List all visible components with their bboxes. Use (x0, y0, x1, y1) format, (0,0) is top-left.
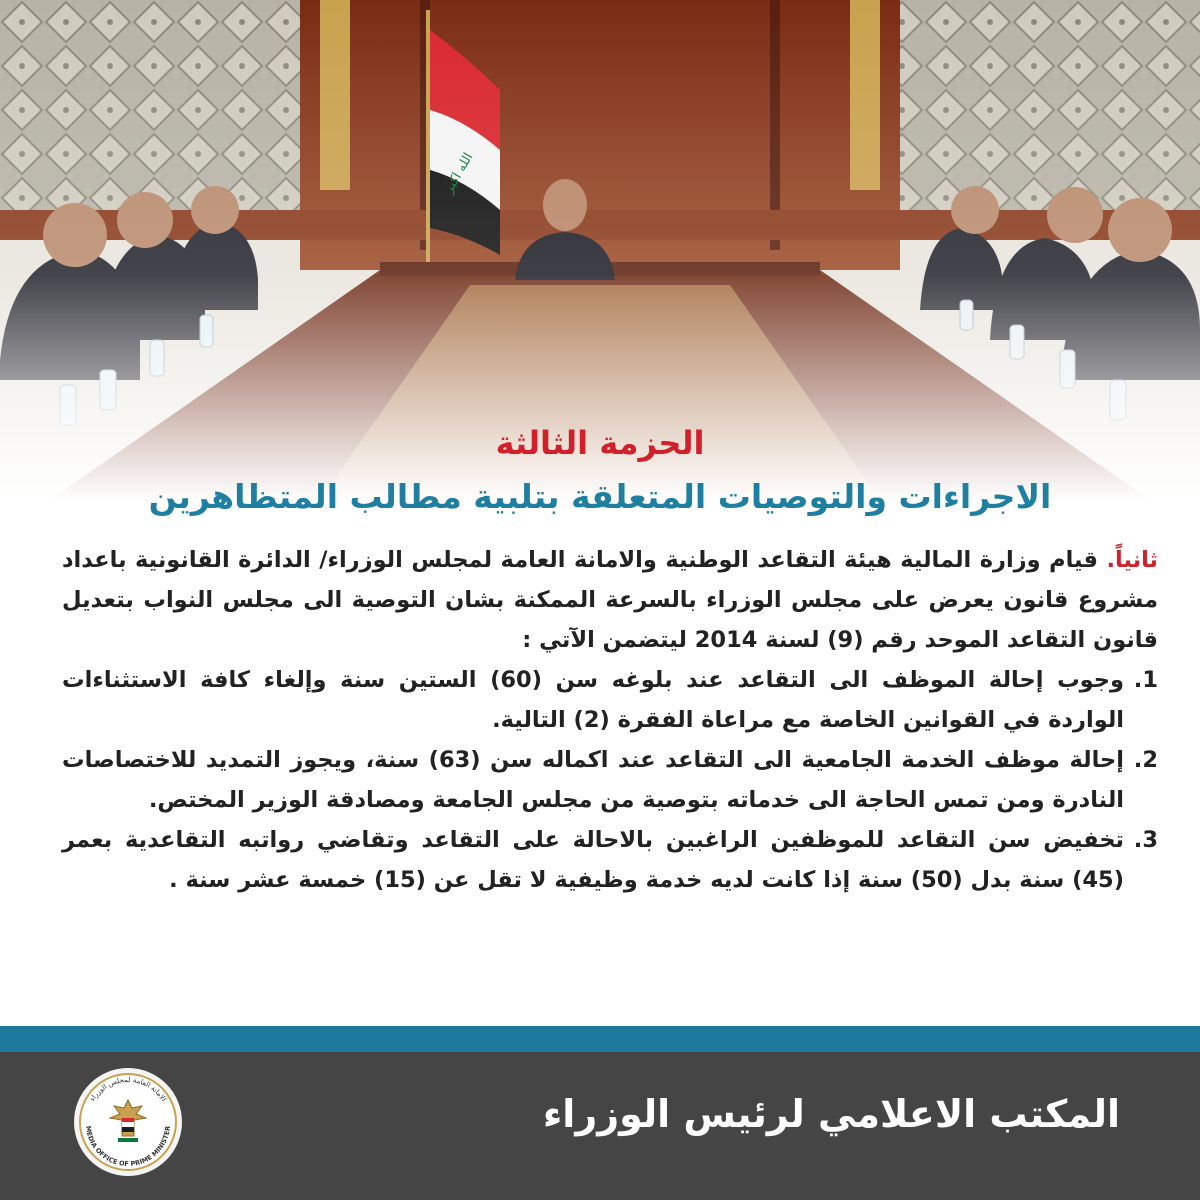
headings (0, 415, 1200, 523)
seal-bottom-text: MEDIA OFFICE OF PRIME MINISTER (83, 1125, 173, 1169)
item-number: 2. (1133, 747, 1158, 773)
item-number: 1. (1133, 667, 1158, 693)
items-list (62, 660, 1158, 900)
package-title: الحزمة الثالثة (495, 424, 705, 462)
item-text: تخفيض سن التقاعد للموظفين الراغبين بالاحالة على التقاعد وتقاضي رواتبه التقاعدية بعمر (45) سنة بدل (50) سنة إذا كانت لديه خدمة وظيفية لا تقل عن (15) خمسة عشر سنة . (62, 827, 1124, 893)
footer (0, 1052, 1200, 1200)
list-item (62, 820, 1158, 900)
list-item (62, 660, 1158, 740)
footer-accent-bar (0, 1026, 1200, 1052)
seal-top-text: الامانة العامة لمجلس الوزراء (88, 1075, 168, 1103)
item-number: 3. (1133, 827, 1158, 853)
intro-text: قيام وزارة المالية هيئة التقاعد الوطنية والامانة العامة لمجلس الوزراء/ الدائرة القانونية باعداد مشروع قانون يعرض على مجلس الوزراء بالسرعة الممكنة بشان التوصية الى مجلس النواب بتعديل قانون التقاعد الموحد رقم (9) لسنة 2014 ليتضمن الآتي : (62, 547, 1158, 653)
intro-paragraph (62, 540, 1158, 660)
article-body (62, 540, 1158, 900)
media-office-title: المكتب الاعلامي لرئيس الوزراء (542, 1092, 1120, 1136)
list-item (62, 740, 1158, 820)
intro-label: ثانياً. (1106, 547, 1158, 573)
media-office-seal (72, 1066, 184, 1178)
item-text: إحالة موظف الخدمة الجامعية الى التقاعد عند اكماله سن (63) سنة، ويجوز التمديد للاختصاصات النادرة ومن تمس الحاجة الى خدماته بتوصية من مجلس الجامعة ومصادقة الوزير المختص. (62, 747, 1124, 813)
item-text: وجوب إحالة الموظف الى التقاعد عند بلوغه سن (60) الستين سنة وإلغاء كافة الاستثناءات الواردة في القوانين الخاصة مع مراعاة الفقرة (2) التالية. (62, 667, 1124, 733)
subject-title: الاجراءات والتوصيات المتعلقة بتلبية مطالب المتظاهرين (148, 477, 1052, 516)
